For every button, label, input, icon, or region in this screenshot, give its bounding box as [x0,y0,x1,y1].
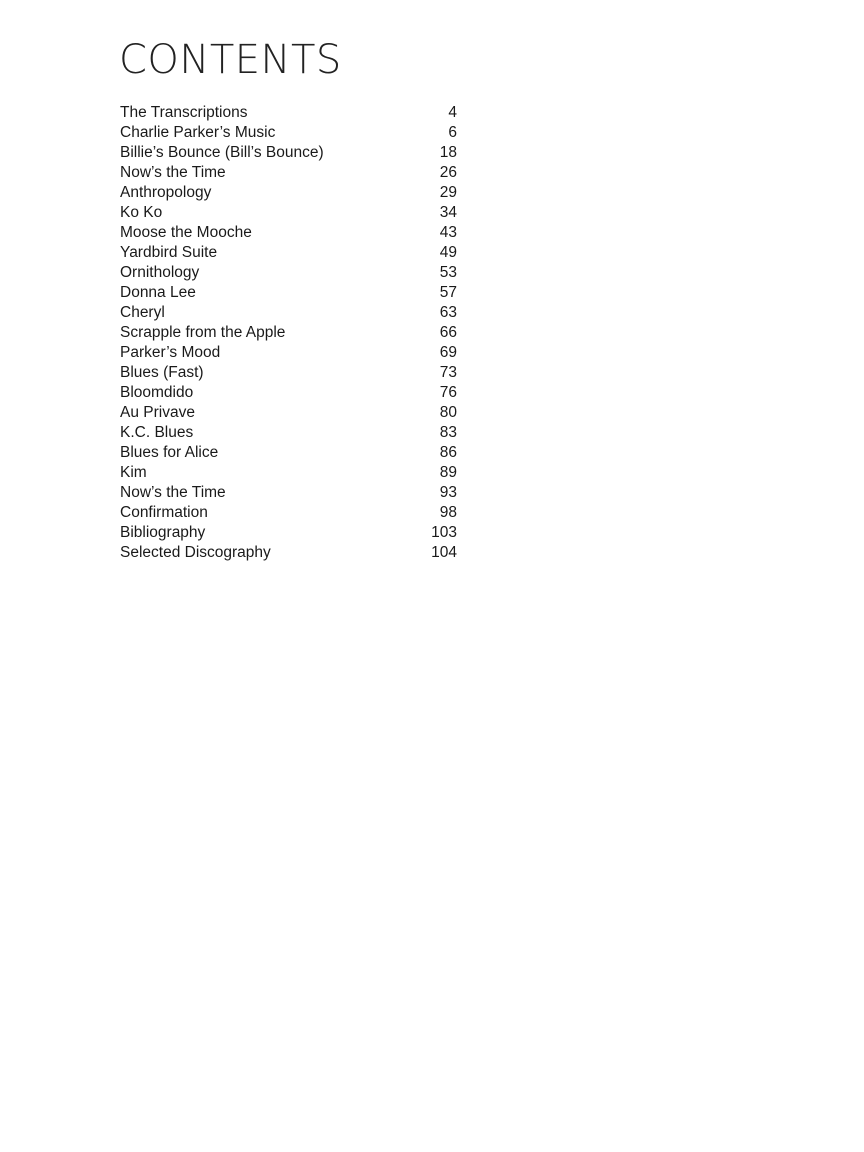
toc-entry [120,283,457,303]
toc-entry [120,343,457,363]
toc-entry [120,363,457,383]
toc-entry-title: Ornithology [120,264,200,281]
toc-entry-page: 80 [439,404,457,421]
toc-entry-page: 34 [439,204,457,221]
page-title: CONTENTS [119,37,342,83]
toc-entry-page: 26 [439,164,457,181]
toc-entry-page: 98 [439,504,457,521]
toc-entry-title: Kim [120,464,147,481]
toc-entry [120,183,457,203]
toc-entry-page: 73 [439,364,457,381]
toc-entry-page: 66 [439,324,457,341]
toc-entry-title: Anthropology [120,184,212,201]
toc-entry-title: Au Privave [120,404,195,421]
toc-entry-page: 18 [439,144,457,161]
toc-entry-title: Cheryl [120,304,165,321]
toc-entry-page: 89 [439,464,457,481]
toc-entry-page: 86 [439,444,457,461]
toc-entry-page: 49 [439,244,457,261]
toc-entry-page: 53 [439,264,457,281]
toc-entry-page: 103 [431,524,457,541]
toc-entry-page: 43 [439,224,457,241]
toc-entry-page: 29 [439,184,457,201]
toc-entry [120,403,457,423]
toc-entry-page: 6 [448,124,457,141]
toc-list [120,103,457,563]
toc-entry [120,423,457,443]
toc-entry [120,223,457,243]
toc-entry-title: Billie’s Bounce (Bill’s Bounce) [120,144,324,161]
toc-entry-title: Ko Ko [120,204,163,221]
toc-entry-page: 104 [431,544,457,561]
toc-entry [120,523,457,543]
toc-entry [120,103,457,123]
toc-entry-title: Charlie Parker’s Music [120,124,276,141]
toc-entry-page: 57 [439,284,457,301]
toc-entry-title: Donna Lee [120,284,196,301]
toc-entry-page: 69 [439,344,457,361]
toc-entry [120,483,457,503]
toc-entry-title: Bibliography [120,524,206,541]
toc-entry-title: Bloomdido [120,384,194,401]
toc-entry-page: 63 [439,304,457,321]
toc-entry-title: Blues for Alice [120,444,219,461]
toc-entry-page: 83 [439,424,457,441]
toc-entry-title: Scrapple from the Apple [120,324,286,341]
toc-entry-page: 4 [448,104,457,121]
toc-entry [120,243,457,263]
toc-entry-title: The Transcriptions [120,104,248,121]
toc-entry-page: 76 [439,384,457,401]
toc-entry [120,263,457,283]
toc-entry [120,503,457,523]
toc-entry [120,143,457,163]
toc-entry-title: Yardbird Suite [120,244,218,261]
toc-entry [120,123,457,143]
toc-entry [120,203,457,223]
toc-entry [120,463,457,483]
toc-entry-page: 93 [439,484,457,501]
toc-entry [120,303,457,323]
toc-entry [120,323,457,343]
toc-entry [120,443,457,463]
toc-entry [120,163,457,183]
toc-entry-title: Now’s the Time [120,484,226,501]
toc-entry [120,543,457,563]
toc-entry-title: Confirmation [120,504,208,521]
toc-entry-title: Blues (Fast) [120,364,204,381]
toc-entry-title: K.C. Blues [120,424,194,441]
toc-entry-title: Moose the Mooche [120,224,252,241]
toc-entry [120,383,457,403]
toc-entry-title: Selected Discography [120,544,271,561]
toc-entry-title: Parker’s Mood [120,344,221,361]
toc-entry-title: Now’s the Time [120,164,226,181]
